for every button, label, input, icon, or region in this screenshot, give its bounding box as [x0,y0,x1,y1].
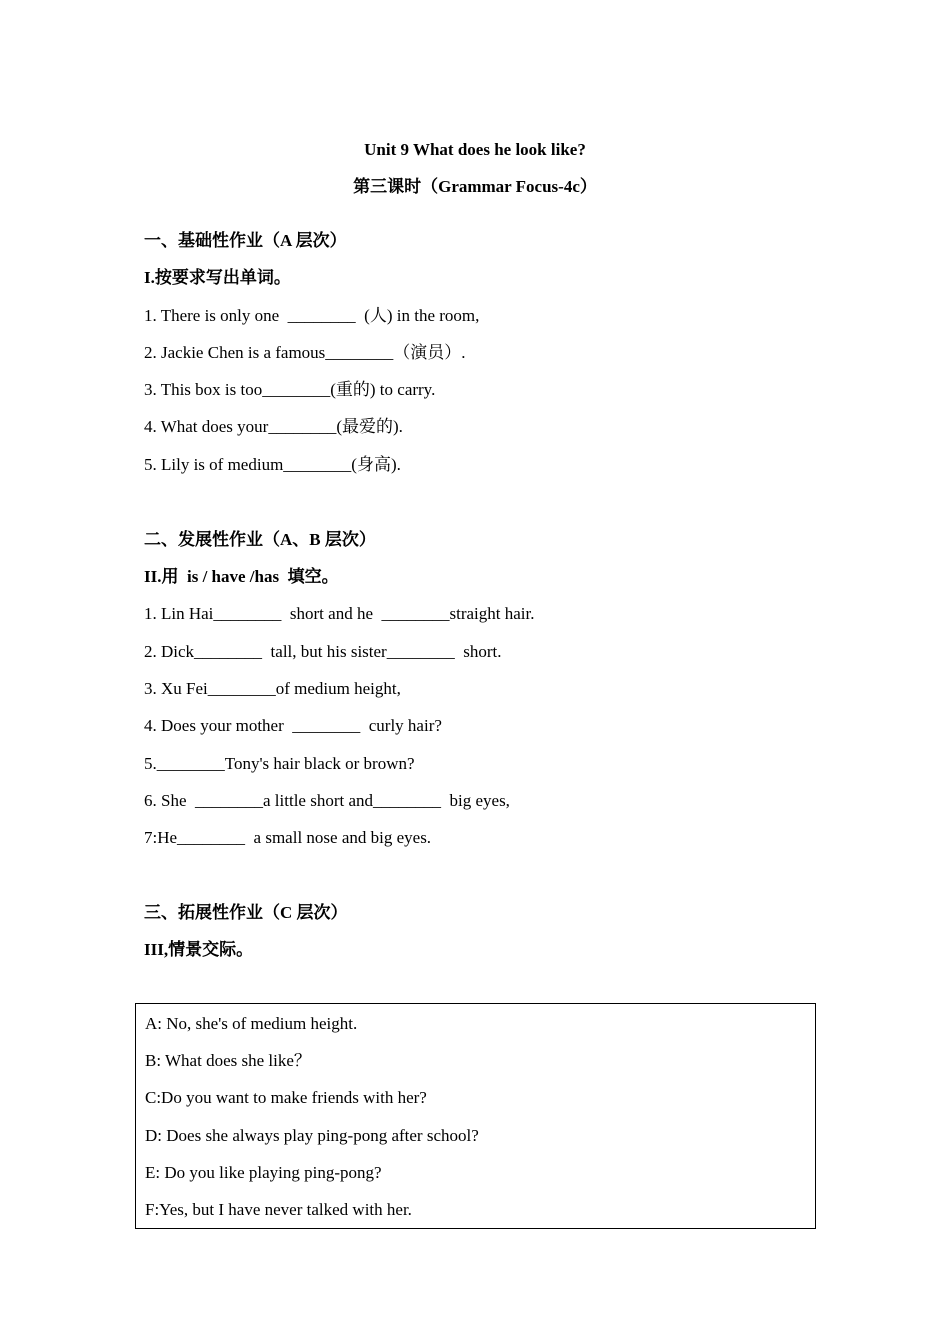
section2-item-7: 7:He________ a small nose and big eyes. [144,828,432,847]
section2-item-4: 4. Does your mother ________ curly hair? [144,716,442,735]
dialogue-options-box [135,1003,816,1229]
option-e: E: Do you like playing ping-pong? [145,1163,382,1182]
section2-item-2: 2. Dick________ tall, but his sister________ short. [144,642,502,661]
section1-part-title: I.按要求写出单词。 [144,268,291,287]
option-d: D: Does she always play ping-pong after school? [145,1126,479,1145]
section1-item-2: 2. Jackie Chen is a famous________（演员）. [144,343,466,362]
section2-item-5: 5.________Tony's hair black or brown? [144,754,415,773]
option-a: A: No, she's of medium height. [145,1014,358,1033]
page-title: Unit 9 What does he look like? [364,140,586,159]
section2-item-3: 3. Xu Fei________of medium height, [144,679,401,698]
option-c: C:Do you want to make friends with her? [145,1088,427,1107]
section2-item-6: 6. She ________a little short and________ big eyes, [144,791,510,810]
section1-item-5: 5. Lily is of medium________(身高). [144,455,401,474]
section3-heading: 三、拓展性作业（C 层次） [144,903,348,922]
section3-part-title: III,情景交际。 [144,940,254,959]
section1-item-1: 1. There is only one ________ (人) in the room, [144,306,480,325]
section2-heading: 二、发展性作业（A、B 层次） [144,530,376,549]
section1-item-4: 4. What does your________(最爱的). [144,417,403,436]
option-b: B: What does she like？ [145,1051,311,1070]
section2-part-title: II.用 is / have /has 填空。 [144,567,339,586]
option-f: F:Yes, but I have never talked with her. [145,1200,412,1219]
page-subtitle: 第三课时（Grammar Focus-4c） [353,177,597,196]
section1-heading: 一、基础性作业（A 层次） [144,231,347,250]
section1-item-3: 3. This box is too________(重的) to carry. [144,380,436,399]
section2-item-1: 1. Lin Hai________ short and he ________straight hair. [144,604,535,623]
